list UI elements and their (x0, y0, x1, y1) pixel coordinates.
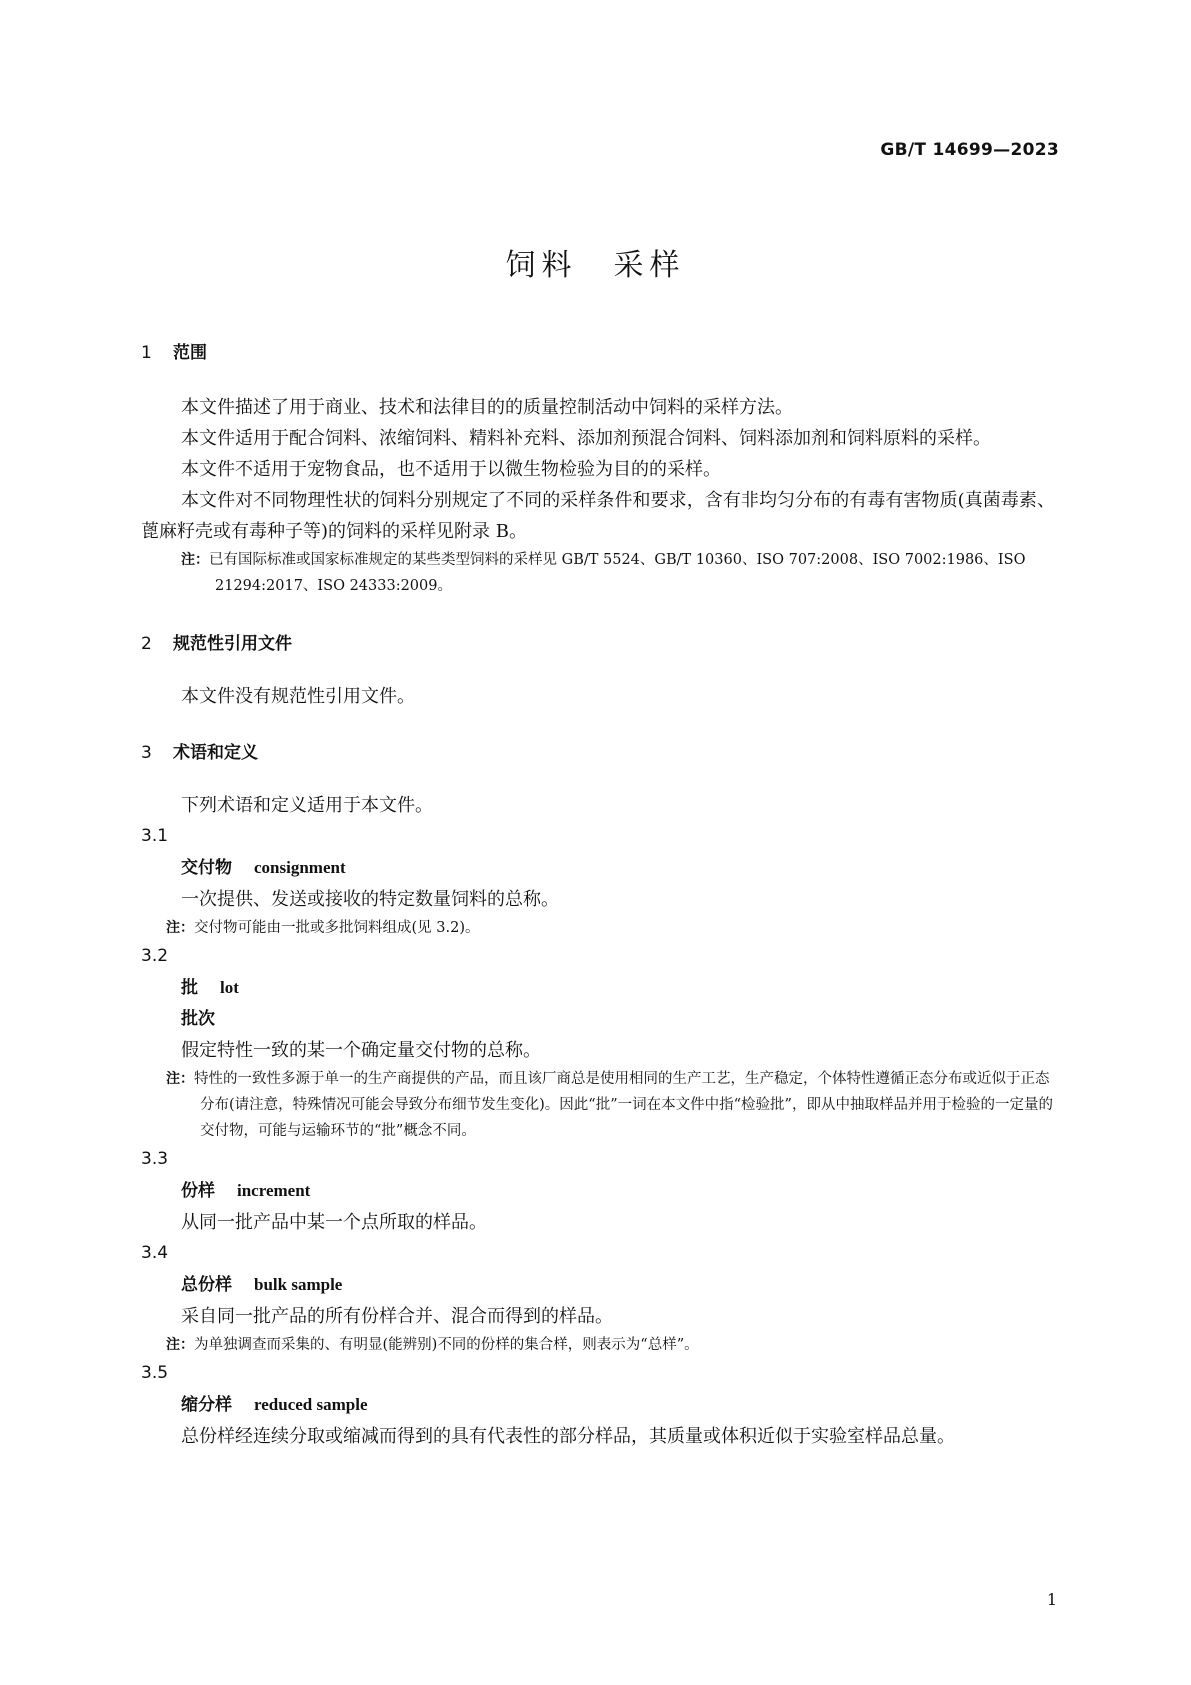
term-number: 3.3 (141, 1149, 169, 1169)
document-title (0, 240, 1191, 284)
term-definition: 假定特性一致的某一个确定量交付物的总称。 (181, 1040, 541, 1061)
document-body (141, 340, 1055, 1452)
paragraph: 本文件对不同物理性状的饲料分别规定了不同的采样条件和要求，含有非均匀分布的有毒有害物质(真菌毒素、蓖麻籽壳或有毒种子等)的饲料的采样见附录 B。 (141, 490, 1055, 542)
term-entry (181, 1269, 1055, 1301)
term-entry (181, 1175, 1055, 1207)
term-zh: 份样 (181, 1181, 215, 1201)
term-definition: 总份样经连续分取或缩减而得到的具有代表性的部分样品，其质量或体积近似于实验室样品总量。 (181, 1426, 955, 1447)
term-number: 3.5 (141, 1363, 169, 1383)
note-text: 已有国际标准或国家标准规定的某些类型饲料的采样见 GB/T 5524、GB/T 10360、ISO 707:2008、ISO 7002:1986、ISO 21294:2017、ISO 24333:2009。 (209, 552, 1026, 594)
title-part-2: 采样 (613, 248, 686, 283)
title-part-1: 饲料 (505, 248, 578, 283)
note (166, 1332, 1055, 1358)
term-admitted (181, 1004, 1055, 1035)
term-en: lot (220, 978, 239, 997)
term-zh: 交付物 (181, 858, 232, 878)
section-number: 2 (141, 634, 152, 654)
section-title: 规范性引用文件 (173, 634, 292, 654)
note-label: 注： (181, 552, 209, 568)
term-definition: 采自同一批产品的所有份样合并、混合而得到的样品。 (181, 1306, 613, 1327)
term-zh: 批 (181, 978, 198, 998)
term-entry (181, 972, 1055, 1004)
term-number: 3.2 (141, 946, 169, 966)
paragraph: 本文件没有规范性引用文件。 (181, 686, 415, 707)
section-heading-scope (141, 340, 1055, 366)
paragraph: 本文件不适用于宠物食品，也不适用于以微生物检验为目的的采样。 (181, 459, 721, 480)
note-label: 注： (166, 1337, 194, 1353)
note-label: 注： (166, 1071, 194, 1087)
note-label: 注： (166, 920, 194, 936)
section-number: 3 (141, 743, 152, 763)
section-title: 范围 (173, 343, 207, 363)
term-zh: 缩分样 (181, 1395, 232, 1415)
paragraph: 下列术语和定义适用于本文件。 (181, 795, 433, 816)
page-number: 1 (1046, 1590, 1057, 1609)
section-title: 术语和定义 (173, 743, 258, 763)
note (181, 547, 1055, 599)
note-text: 为单独调查而采集的、有明显(能辨别)不同的份样的集合样，则表示为“总样”。 (194, 1337, 699, 1353)
note (166, 915, 1055, 941)
term-entry (181, 852, 1055, 884)
term-en: consignment (254, 858, 346, 877)
term-number: 3.4 (141, 1243, 169, 1263)
term-en: increment (237, 1181, 311, 1200)
term-en: bulk sample (254, 1275, 343, 1294)
term-zh: 总份样 (181, 1275, 232, 1295)
section-heading-normative-references (141, 631, 1055, 657)
term-alt-zh: 批次 (181, 1009, 215, 1029)
note-text: 特性的一致性多源于单一的生产商提供的产品，而且该厂商总是使用相同的生产工艺，生产稳定，个体特性遵循正态分布或近似于正态分布(请注意，特殊情况可能会导致分布细节发生变化)。因此“批”一词在本文件中指“检验批”，即从中抽取样品并用于检验的一定量的交付物，可能与运输环节的“批”概念不同。 (194, 1071, 1053, 1139)
section-heading-terms-definitions (141, 740, 1055, 766)
paragraph: 本文件描述了用于商业、技术和法律目的的质量控制活动中饲料的采样方法。 (181, 397, 793, 418)
term-en: reduced sample (254, 1395, 368, 1414)
paragraph: 本文件适用于配合饲料、浓缩饲料、精料补充料、添加剂预混合饲料、饲料添加剂和饲料原料的采样。 (181, 428, 991, 449)
term-entry (181, 1389, 1055, 1421)
note-text: 交付物可能由一批或多批饲料组成(见 3.2)。 (194, 920, 480, 936)
note (166, 1066, 1055, 1144)
standard-code: GB/T 14699—2023 (880, 140, 1059, 160)
section-number: 1 (141, 343, 152, 363)
term-number: 3.1 (141, 826, 169, 846)
term-definition: 一次提供、发送或接收的特定数量饲料的总称。 (181, 889, 559, 910)
term-definition: 从同一批产品中某一个点所取的样品。 (181, 1212, 487, 1233)
